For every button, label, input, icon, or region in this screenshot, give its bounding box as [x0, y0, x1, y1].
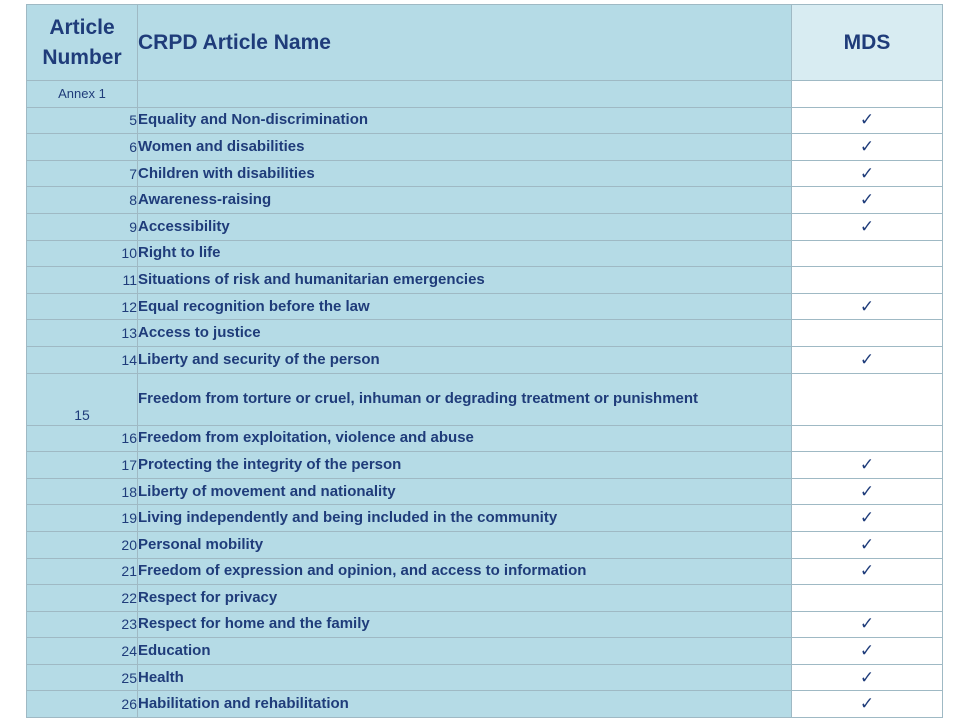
checkmark-icon: ✓: [792, 346, 943, 373]
article-number-cell: 5: [27, 107, 138, 134]
table-row: [27, 213, 943, 240]
article-name-cell: Respect for privacy: [138, 585, 792, 612]
checkmark-icon: ✓: [792, 611, 943, 638]
article-number-cell: 17: [27, 452, 138, 479]
table-row: [27, 346, 943, 373]
article-number-cell: 9: [27, 213, 138, 240]
article-name-cell: Equal recognition before the law: [138, 293, 792, 320]
article-number-cell: 14: [27, 346, 138, 373]
article-name-cell: Liberty of movement and nationality: [138, 478, 792, 505]
article-number-cell: 26: [27, 691, 138, 718]
table-row: [27, 638, 943, 665]
article-number-cell: 21: [27, 558, 138, 585]
article-name-cell: Equality and Non-discrimination: [138, 107, 792, 134]
article-name-cell: Women and disabilities: [138, 134, 792, 161]
mds-cell: [792, 585, 943, 612]
table-row: [27, 664, 943, 691]
article-number-cell: 23: [27, 611, 138, 638]
mds-cell: [792, 320, 943, 347]
annex-row: [27, 81, 943, 108]
checkmark-icon: ✓: [792, 107, 943, 134]
article-number-cell: 6: [27, 134, 138, 161]
table-row: [27, 585, 943, 612]
article-number-cell: 13: [27, 320, 138, 347]
article-name-cell: Freedom of expression and opinion, and access to information: [138, 558, 792, 585]
article-name-cell: Personal mobility: [138, 531, 792, 558]
article-number-cell: 20: [27, 531, 138, 558]
annex-name-cell: [138, 81, 792, 108]
article-name-cell: Freedom from torture or cruel, inhuman or degrading treatment or punishment: [138, 373, 792, 425]
checkmark-icon: ✓: [792, 478, 943, 505]
header-mds: MDS: [792, 5, 943, 81]
article-name-cell: Habilitation and rehabilitation: [138, 691, 792, 718]
article-name-cell: Accessibility: [138, 213, 792, 240]
checkmark-icon: ✓: [792, 664, 943, 691]
article-number-cell: 18: [27, 478, 138, 505]
checkmark-icon: ✓: [792, 505, 943, 532]
article-number-cell: 8: [27, 187, 138, 214]
table-row: [27, 160, 943, 187]
article-name-cell: Awareness-raising: [138, 187, 792, 214]
annex-label: Annex 1: [27, 81, 138, 108]
mds-cell: [792, 240, 943, 267]
table-row: [27, 452, 943, 479]
article-number-cell: 24: [27, 638, 138, 665]
article-number-cell: 11: [27, 267, 138, 294]
table-row: [27, 107, 943, 134]
table-row: [27, 611, 943, 638]
header-article-name: CRPD Article Name: [138, 5, 792, 81]
checkmark-icon: ✓: [792, 531, 943, 558]
article-name-cell: Right to life: [138, 240, 792, 267]
mds-cell: [792, 425, 943, 452]
article-number-cell: 7: [27, 160, 138, 187]
table-row: [27, 293, 943, 320]
article-name-cell: Education: [138, 638, 792, 665]
mds-cell: [792, 373, 943, 425]
article-name-cell: Living independently and being included in the community: [138, 505, 792, 532]
checkmark-icon: ✓: [792, 213, 943, 240]
article-number-cell: 10: [27, 240, 138, 267]
table-row: [27, 478, 943, 505]
mds-cell: [792, 267, 943, 294]
article-number-cell: 16: [27, 425, 138, 452]
table-row: [27, 691, 943, 718]
table-row: [27, 240, 943, 267]
checkmark-icon: ✓: [792, 452, 943, 479]
table-row: [27, 373, 943, 425]
table-row: [27, 320, 943, 347]
crpd-article-table: [26, 4, 943, 718]
article-name-cell: Situations of risk and humanitarian emergencies: [138, 267, 792, 294]
checkmark-icon: ✓: [792, 691, 943, 718]
header-article-number: Article Number: [27, 5, 138, 81]
article-number-cell: 25: [27, 664, 138, 691]
table-row: [27, 505, 943, 532]
article-number-cell: 19: [27, 505, 138, 532]
table-row: [27, 134, 943, 161]
article-name-cell: Children with disabilities: [138, 160, 792, 187]
article-name-cell: Respect for home and the family: [138, 611, 792, 638]
article-number-cell: 15: [27, 373, 138, 425]
article-name-cell: Liberty and security of the person: [138, 346, 792, 373]
article-name-cell: Protecting the integrity of the person: [138, 452, 792, 479]
article-name-cell: Health: [138, 664, 792, 691]
checkmark-icon: ✓: [792, 558, 943, 585]
checkmark-icon: ✓: [792, 187, 943, 214]
article-name-cell: Freedom from exploitation, violence and abuse: [138, 425, 792, 452]
article-name-cell: Access to justice: [138, 320, 792, 347]
checkmark-icon: ✓: [792, 293, 943, 320]
table-row: [27, 267, 943, 294]
table-row: [27, 531, 943, 558]
table-row: [27, 187, 943, 214]
table-row: [27, 558, 943, 585]
checkmark-icon: ✓: [792, 638, 943, 665]
table-row: [27, 425, 943, 452]
checkmark-icon: ✓: [792, 134, 943, 161]
article-number-cell: 22: [27, 585, 138, 612]
checkmark-icon: ✓: [792, 160, 943, 187]
article-number-cell: 12: [27, 293, 138, 320]
annex-mds-cell: [792, 81, 943, 108]
table-header-row: [27, 5, 943, 81]
